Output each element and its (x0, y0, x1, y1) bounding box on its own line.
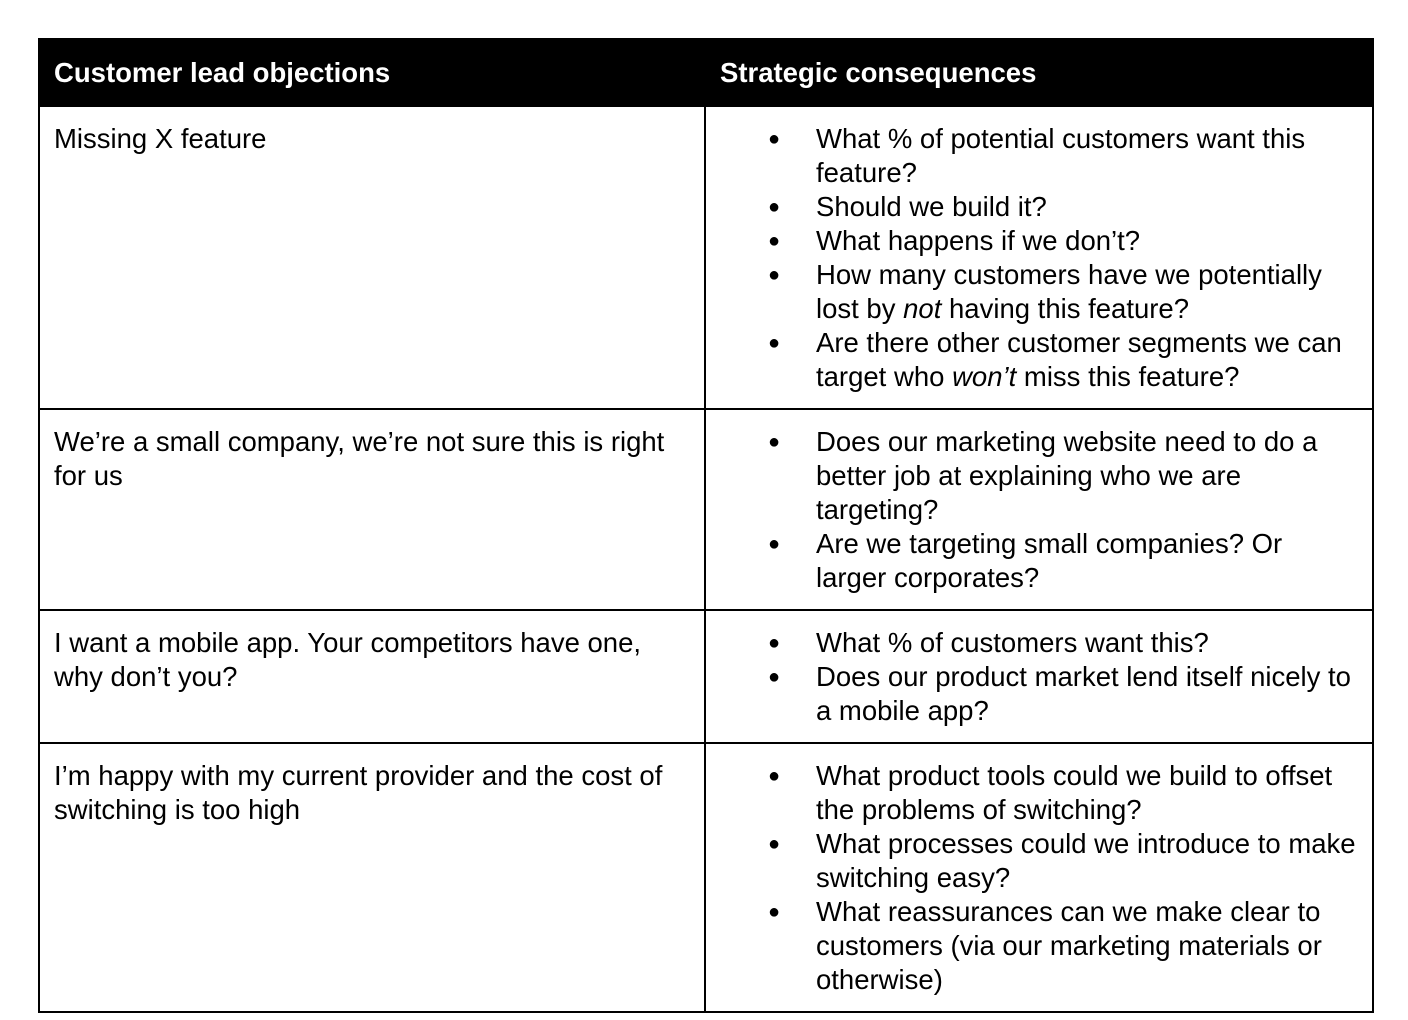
objection-cell: I’m happy with my current provider and the cost of switching is too high (39, 743, 705, 1012)
consequence-item (816, 895, 1358, 997)
header-row (39, 39, 1373, 106)
consequences-cell (705, 409, 1373, 610)
table-row (39, 409, 1373, 610)
header-consequences: Strategic consequences (705, 39, 1373, 106)
objection-cell: I want a mobile app. Your competitors have one, why don’t you? (39, 610, 705, 743)
table-body (39, 106, 1373, 1012)
consequence-item (816, 122, 1358, 190)
table-row (39, 610, 1373, 743)
consequences-cell (705, 106, 1373, 409)
consequence-emphasis: won’t (952, 361, 1017, 392)
consequence-text: Should we build it? (816, 191, 1047, 222)
consequence-text: How many customers have we potentially lost by (816, 259, 1322, 324)
objection-cell: We’re a small company, we’re not sure this is right for us (39, 409, 705, 610)
consequence-text: Are we targeting small companies? Or larger corporates? (816, 528, 1283, 593)
consequence-item (816, 224, 1358, 258)
consequence-text: What happens if we don’t? (816, 225, 1141, 256)
consequence-item (816, 660, 1358, 728)
consequence-text: What product tools could we build to offset the problems of switching? (816, 760, 1333, 825)
consequence-item (816, 190, 1358, 224)
header-objections: Customer lead objections (39, 39, 705, 106)
consequence-text: What % of customers want this? (816, 627, 1209, 658)
consequence-text: Does our product market lend itself nicely to a mobile app? (816, 661, 1351, 726)
consequence-item (816, 626, 1358, 660)
consequence-list (720, 759, 1358, 997)
consequence-item (816, 326, 1358, 394)
objection-cell: Missing X feature (39, 106, 705, 409)
consequence-item (816, 425, 1358, 527)
consequence-text: What processes could we introduce to make switching easy? (816, 828, 1356, 893)
consequence-emphasis: not (903, 293, 942, 324)
consequences-cell (705, 743, 1373, 1012)
table-row (39, 106, 1373, 409)
consequence-list (720, 626, 1358, 728)
consequence-item (816, 827, 1358, 895)
consequence-text: Are there other customer segments we can target who (816, 327, 1342, 392)
consequence-item (816, 759, 1358, 827)
consequence-text: having this feature? (941, 293, 1190, 324)
consequence-item (816, 258, 1358, 326)
consequence-item (816, 527, 1358, 595)
objections-table (38, 38, 1374, 1013)
table-row (39, 743, 1373, 1012)
consequence-text: What reassurances can we make clear to customers (via our marketing materials or otherwise) (816, 896, 1322, 995)
consequence-text: What % of potential customers want this feature? (816, 123, 1306, 188)
consequence-list (720, 425, 1358, 595)
consequence-text: miss this feature? (1016, 361, 1240, 392)
consequence-text: Does our marketing website need to do a better job at explaining who we are targeting? (816, 426, 1318, 525)
consequence-list (720, 122, 1358, 394)
table-header (39, 39, 1373, 106)
consequences-cell (705, 610, 1373, 743)
